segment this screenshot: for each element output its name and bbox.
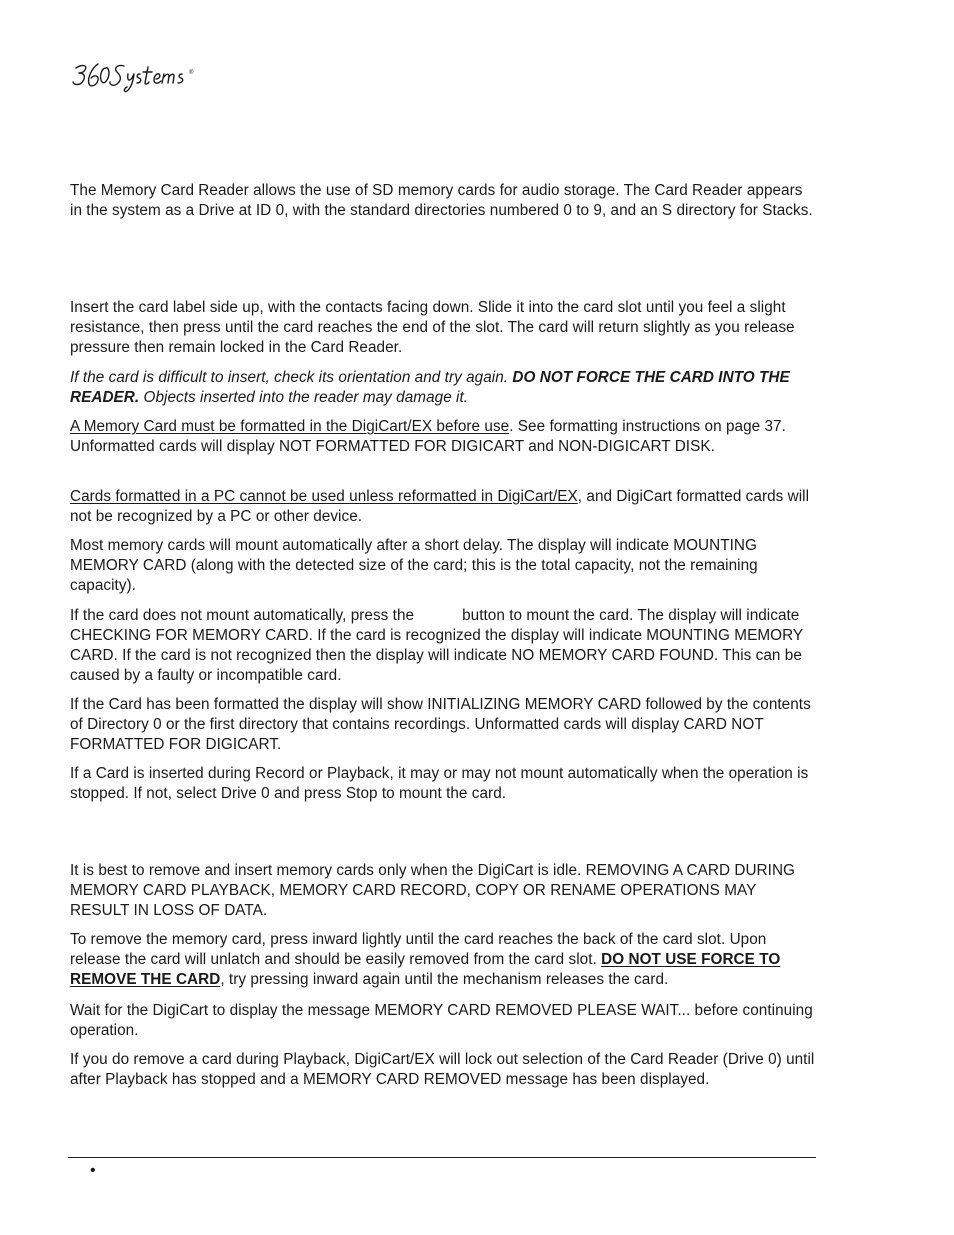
record-playback-paragraph: If a Card is inserted during Record or Playback, it may or may not mount automatically when the operation is stopped. If not, select Drive 0 and press Stop to mount the card. <box>70 765 809 802</box>
manual-mount-paragraph: If the card does not mount automatically, press the button to mount the card. The display will indicate CHECKING FOR MEMORY CARD. If the card is recognized the display will indicate MOUNTING MEMORY CARD. If the card is not recognized then the display will indicate NO MEMORY CARD FOUND. This can be caused by a faulty or incompatible card. <box>70 607 803 684</box>
format-requirement-paragraph: A Memory Card must be formatted in the DigiCart/EX before use. See formatting instructions on page 37. Unformatted cards will display NOT FORMATTED FOR DIGICART and NON-DIGICART DISK. <box>70 418 786 455</box>
lockout-paragraph: If you do remove a card during Playback, DigiCart/EX will lock out selection of the Card Reader (Drive 0) until after Playback has stopped and a MEMORY CARD REMOVED message has been displayed. <box>70 1051 815 1088</box>
360-systems-script-logo-icon <box>72 58 202 94</box>
svg-text:®: ® <box>189 70 194 76</box>
remove-card-paragraph: To remove the memory card, press inward lightly until the card reaches the back of the card slot. Upon release the card will unlatch and should be easily removed from the card slot. DO NOT USE FORCE TO REMOVE THE CARD, try pressing inward again until the mechanism releases the card. <box>70 931 781 988</box>
do-not-use-force-warning: DO NOT USE FORCE TO REMOVE THE CARD <box>70 951 781 988</box>
pc-format-paragraph: Cards formatted in a PC cannot be used unless reformatted in DigiCart/EX, and DigiCart formatted cards will not be recognized by a PC or other device. <box>70 488 810 525</box>
footer-bullet: • <box>90 1162 96 1179</box>
intro-paragraph: The Memory Card Reader allows the use of SD memory cards for audio storage. The Card Reader appears in the system as a Drive at ID 0, with the standard directories numbered 0 to 9, and an S directory for Stacks. <box>70 182 813 219</box>
insert-card-paragraph: Insert the card label side up, with the contacts facing down. Slide it into the card slot until you feel a slight resistance, then press until the card reaches the end of the slot. The card will return slightly as you release pressure then remain locked in the Card Reader. <box>70 299 795 356</box>
insert-warning-paragraph: If the card is difficult to insert, check its orientation and try again. DO NOT FORCE THE CARD INTO THE READER. Objects inserted into the reader may damage it. <box>70 369 790 406</box>
wait-message-paragraph: Wait for the DigiCart to display the message MEMORY CARD REMOVED PLEASE WAIT... before continuing operation. <box>70 1002 813 1039</box>
formatted-card-paragraph: If the Card has been formatted the display will show INITIALIZING MEMORY CARD followed by the contents of Directory 0 or the first directory that contains recordings. Unformatted cards will display CARD NOT FORMATTED FOR DIGICART. <box>70 696 811 753</box>
do-not-force-warning: DO NOT FORCE THE CARD INTO THE READER. <box>70 369 790 406</box>
auto-mount-paragraph: Most memory cards will mount automatically after a short delay. The display will indicate MOUNTING MEMORY CARD (along with the detected size of the card; this is the total capacity, not the remaining capacity). <box>70 537 758 594</box>
remove-idle-paragraph: It is best to remove and insert memory cards only when the DigiCart is idle. REMOVING A CARD DURING MEMORY CARD PLAYBACK, MEMORY CARD RECORD, COPY OR RENAME OPERATIONS MAY RESULT IN LOSS OF DATA. <box>70 862 795 919</box>
footer-divider <box>68 1157 816 1158</box>
